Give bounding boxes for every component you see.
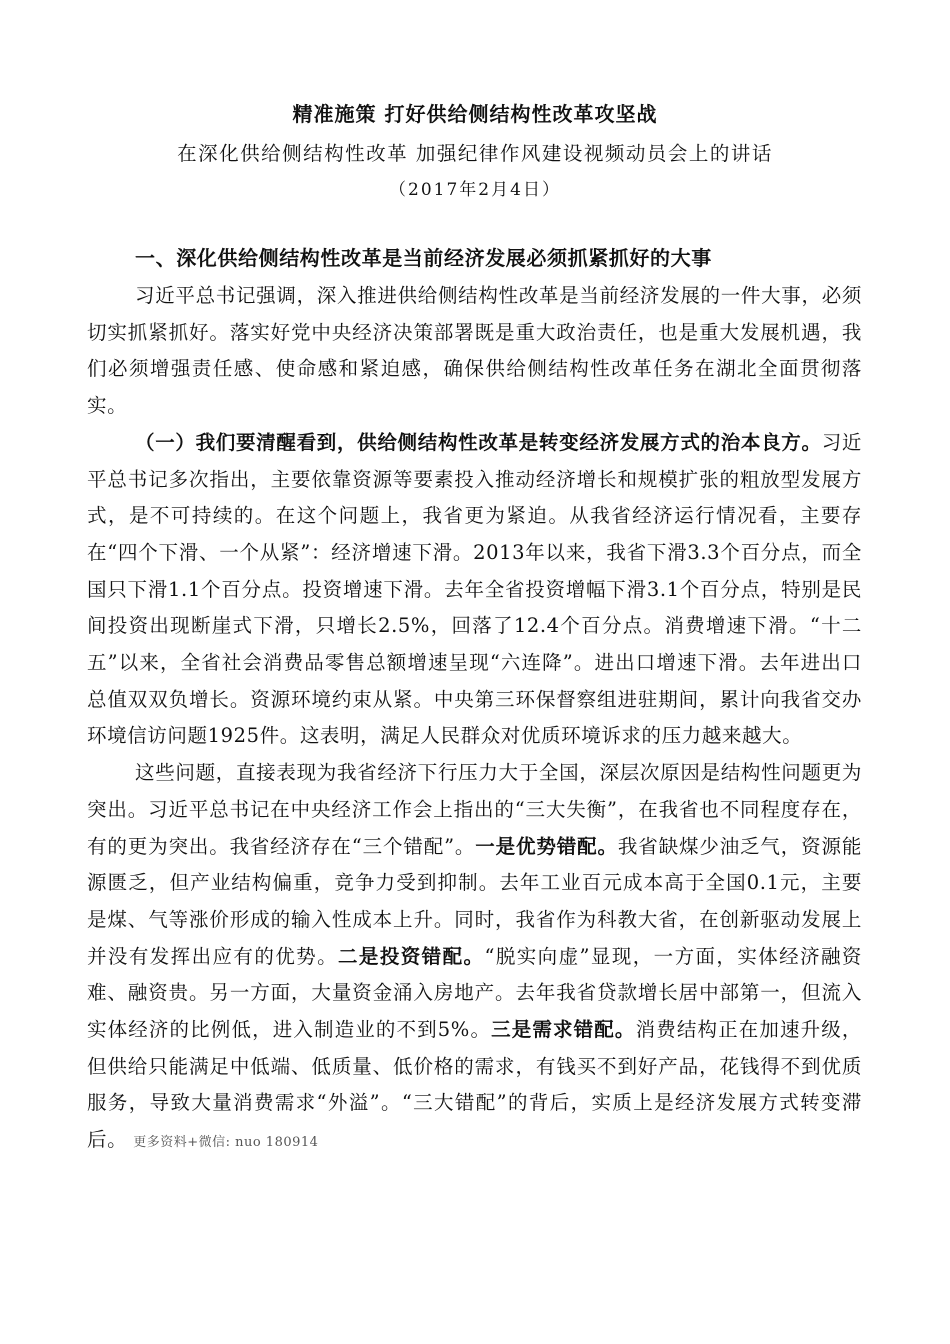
section-heading: 一、深化供给侧结构性改革是当前经济发展必须抓紧抓好的大事 bbox=[135, 246, 712, 270]
footer-note: 更多资料+微信: nuo 180914 bbox=[133, 1135, 319, 1151]
paragraph-1: 习近平总书记强调，深入推进供给侧结构性改革是当前经济发展的一件大事，必须切实抓紧抓好。落实好党中央经济决策部署既是重大政治责任，也是重大发展机遇，我们必须增强责任感、使命感和紧迫感，确保供给侧结构性改革任务在湖北全面贯彻落实。 bbox=[87, 284, 862, 418]
paragraph-2-lead: （一）我们要清醒看到，供给侧结构性改革是转变经济发展方式的治本良方。 bbox=[135, 430, 822, 454]
point-two-label: 二是投资错配。 bbox=[338, 944, 485, 968]
document-title: 精准施策 打好供给侧结构性改革攻坚战 bbox=[292, 102, 658, 126]
paragraph-2-text: 习近平总书记多次指出，主要依靠资源等要素投入推动经济增长和规模扩张的粗放型发展方式，是不可持续的。在这个问题上，我省更为紧迫。从我省经济运行情况看，主要存在“四个下滑、一个从紧”：经济增速下滑。2013年以来，我省下滑3.3个百分点，而全国只下滑1.1个百分点。投资增速下滑。去年全省投资增幅下滑3.1个百分点，特别是民间投资出现断崖式下滑，只增长2.5%，回落了12.4个百分点。消费增速下滑。“十二五”以来，全省社会消费品零售总额增速呈现“六连降”。进出口增速下滑。去年进出口总值双双负增长。资源环境约束从紧。中央第三环保督察组进驻期间，累计向我省交办环境信访问题1925件。这表明，满足人民群众对优质环境诉求的压力越来越大。 bbox=[87, 430, 863, 748]
point-three-label: 三是需求错配。 bbox=[491, 1018, 636, 1042]
point-three-text: 消费结构正在加速升级，但供给只能满足中低端、低质量、低价格的需求，有钱买不到好产品，花钱得不到优质服务，导致大量消费需求“外溢”。“三大错配”的背后，实质上是经济发展方式转变滞后。 bbox=[87, 1018, 863, 1152]
point-one-text: 我省缺煤少油乏气，资源能源匮乏，但产业结构偏重，竞争力受到抑制。去年工业百元成本高于全国0.1元，主要是煤、气等涨价形成的输入性成本上升。同时，我省作为科教大省，在创新驱动发展上并没有发挥出应有的优势。 bbox=[87, 834, 862, 968]
document-body bbox=[87, 238, 862, 1162]
document-date: （2017年2月4日） bbox=[389, 180, 561, 200]
point-two-text: “脱实向虚”显现，一方面，实体经济融资难、融资贵。另一方面，大量资金涌入房地产。去年我省贷款增长居中部第一，但流入实体经济的比例低，进入制造业的不到5%。 bbox=[87, 944, 863, 1042]
paragraph-2 bbox=[87, 425, 862, 755]
paragraph-3 bbox=[87, 755, 862, 1162]
paragraph-3-intro: 这些问题，直接表现为我省经济下行压力大于全国，深层次原因是结构性问题更为突出。习近平总书记在中央经济工作会上指出的“三大失衡”，在我省也不同程度存在，有的更为突出。我省经济存在“三个错配”。 bbox=[87, 761, 862, 858]
point-one-label: 一是优势错配。 bbox=[475, 834, 618, 858]
document-subtitle: 在深化供给侧结构性改革 加强纪律作风建设视频动员会上的讲话 bbox=[177, 142, 773, 165]
